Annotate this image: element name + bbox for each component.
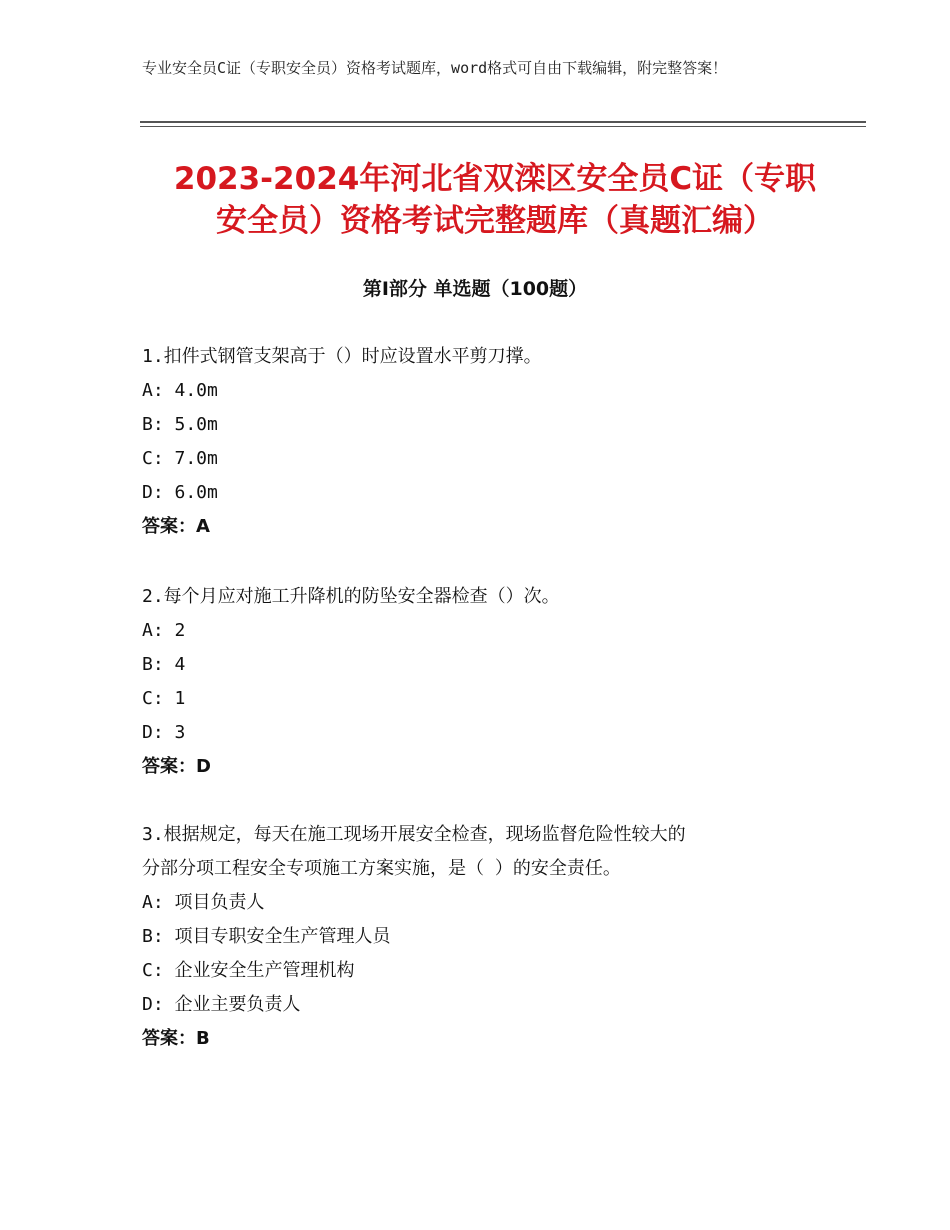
option-a: A: 项目负责人 — [142, 892, 265, 913]
option-c: C: 7.0m — [142, 448, 218, 469]
option-d: D: 3 — [142, 722, 186, 743]
document-title-line-1: 2023-2024年河北省双滦区安全员C证（专职 — [173, 161, 817, 197]
document-title — [130, 158, 860, 242]
answer: 答案：D — [142, 756, 211, 777]
section-title: 第Ⅰ部分 单选题（100题） — [362, 278, 588, 300]
option-d: D: 6.0m — [142, 482, 218, 503]
header-note: 专业安全员C证（专职安全员）资格考试题库，word格式可自由下载编辑，附完整答案！ — [142, 59, 728, 77]
header-rule-thick — [140, 121, 866, 123]
header-rule-thin — [140, 126, 866, 127]
option-b: B: 4 — [142, 654, 186, 675]
question-stem-line-2: 分部分项工程安全专项施工方案实施，是（ ）的安全责任。 — [142, 858, 621, 879]
document-title-line-2: 安全员）资格考试完整题库（真题汇编） — [216, 203, 774, 239]
option-a: A: 2 — [142, 620, 186, 641]
option-b: B: 5.0m — [142, 414, 218, 435]
question-1 — [142, 340, 822, 544]
question-3 — [142, 818, 822, 1056]
question-stem: 1.扣件式钢管支架高于（）时应设置水平剪刀撑。 — [142, 346, 542, 367]
option-c: C: 企业安全生产管理机构 — [142, 960, 355, 981]
question-stem-line-1: 3.根据规定，每天在施工现场开展安全检查，现场监督危险性较大的 — [142, 824, 686, 845]
question-stem: 2.每个月应对施工升降机的防坠安全器检查（）次。 — [142, 586, 560, 607]
question-2 — [142, 580, 822, 784]
option-a: A: 4.0m — [142, 380, 218, 401]
option-d: D: 企业主要负责人 — [142, 994, 301, 1015]
option-c: C: 1 — [142, 688, 186, 709]
option-b: B: 项目专职安全生产管理人员 — [142, 926, 391, 947]
answer: 答案：B — [142, 1028, 210, 1049]
answer: 答案：A — [142, 516, 210, 537]
